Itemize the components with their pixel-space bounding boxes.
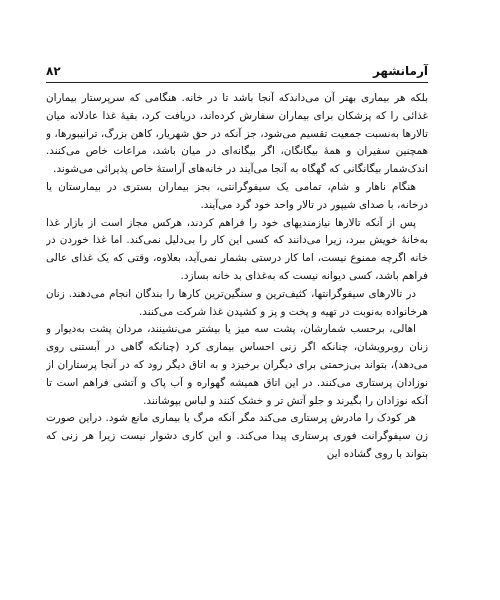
header-rule (46, 82, 428, 83)
body-text (46, 90, 428, 590)
paragraph: بلکه هر بیماری بهتر آن می‌داندکه آنجا باشد تا در خانه. هنگامی که سرپرستار بیماران غذائی را که پزشکان برای بیماران سفارش کرده‌اند، دریافت کرد، بقیهٔ غذا عادلانه میان تالارها به‌نسبت جمعیت تقسیم می‌شود، جز آنکه در حق شهریار، کاهن بزرگ، ترانیبورها، و همچنین سفیران و همهٔ بیگانگان، اگر بیگانه‌ای در میان باشد، مراعات خاص می‌کنند. اندک‌شمار بیگانگانی که گهگاه به آنجا می‌آیند در خانه‌های آراستهٔ خاص پذیرائی می‌شوند. (46, 92, 428, 176)
paragraph: اهالی، برحسب شمارشان، پشت سه میز یا بیشتر می‌نشینند، مردان پشت به‌دیوار و زنان روبرویشان، چنانکه اگر زنی احساس بیماری کرد (چنانکه گاهی در آبستنی روی می‌دهد)، بتواند بی‌زحمتی برای دیگران برخیزد و به اتاق دیگر رود که در آنجا پرستاران از نوزادان پرستاری می‌کنند. در این اتاق همیشه گهواره و آب پاک و آتشی فراهم است تا آنکه نوزادان را بگیرند و جلو آتش تر و خشک کنند و لباس بپوشانند. (46, 323, 428, 407)
page-number: ۸۲ (46, 64, 61, 78)
paragraph: هنگام ناهار و شام، تمامی یک سیفوگرانتی، بجز بیماران بستری در بیمارستان یا درخانه، با صدای شیپور در تالار واحد خود گرد می‌آیند. (46, 180, 428, 211)
paragraph: پس از آنکه تالارها نیازمندیهای خود را فراهم کردند، هرکس مجاز است از بازار غذا به‌خانهٔ خویش ببرد، زیرا می‌دانند که کسی این کار را بی‌دلیل نمی‌کند. اما غذا خوردن در خانه اگرچه ممنوع نیست، اما کار درستی بشمار نمی‌آید، بعلاوه، وقتی که یک غذای عالی فراهم باشد، کسی دیوانه نیست که به‌غذای بد خانه بسازد. (46, 216, 428, 282)
paragraph: در تالارهای سیفوگرانتها، کثیف‌ترین و سنگین‌ترین کارها را بندگان انجام می‌دهند. زنان هرخانواده به‌نوبت در تهیه و پخت و پز و کشیدن غذا شرکت می‌کنند. (46, 287, 428, 318)
page-header (46, 62, 428, 82)
running-head: آرمانشهر (372, 64, 428, 78)
paragraph: هر کودک را مادرش پرستاری می‌کند مگر آنکه مرگ یا بیماری مانع شود. دراین صورت زن سیفوگرانت فوری پرستاری پیدا می‌کند. و این کاری دشوار نیست زیرا هر زنی که بتواند با روی گشاده این (46, 412, 428, 460)
